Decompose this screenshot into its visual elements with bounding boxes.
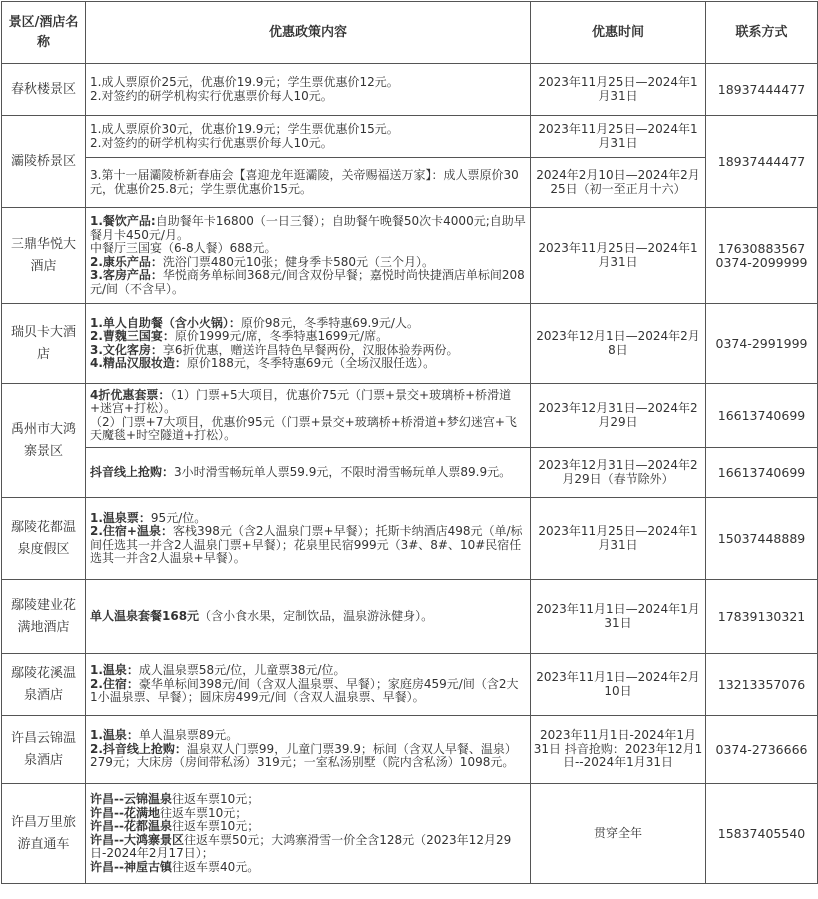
phone-number: 17839130321 <box>717 608 806 624</box>
venue-name: 许昌云锦温泉酒店 <box>2 716 86 784</box>
contact-cell <box>706 448 818 498</box>
policy-item-title: 许昌--神垕古镇 <box>90 859 172 874</box>
policy-item-title: 4.精品汉服妆造： <box>90 356 187 370</box>
time-cell: 2023年11月25日—2024年1月31日 <box>531 208 706 304</box>
policy-line <box>90 215 526 242</box>
policy-cell <box>86 784 531 884</box>
policy-item-text: 洗浴门票480元10张；健身季卡580元（三个月）。 <box>162 254 435 269</box>
time-cell: 2024年2月10日—2024年2月25日（初一至正月十六） <box>531 158 706 208</box>
policy-item-title: 许昌--云锦温泉 <box>90 792 172 806</box>
time-cell: 2023年11月1日-2024年1月31日 抖音抢购：2023年12月1日--2024年1月31日 <box>531 716 706 784</box>
time-cell: 2023年11月1日—2024年1月31日 <box>531 580 706 654</box>
time-cell: 贯穿全年 <box>531 784 706 884</box>
policy-line <box>90 525 526 566</box>
policy-item-text: 往返车票10元； <box>159 805 248 820</box>
policy-cell <box>86 304 531 384</box>
policy-line <box>90 330 526 344</box>
phone-number: 15837405540 <box>717 825 806 841</box>
time-cell: 2023年11月25日—2024年1月31日 <box>531 116 706 158</box>
policy-line <box>90 610 526 624</box>
policy-cell <box>86 116 531 158</box>
venue-name: 灞陵桥景区 <box>2 116 86 208</box>
phone-number: 0374-2991999 <box>715 335 808 351</box>
table-row <box>2 784 818 884</box>
policy-item-text: 往返车票40元。 <box>171 859 260 874</box>
policy-cell <box>86 448 531 498</box>
policy-line <box>90 76 526 90</box>
policy-item-title: 许昌--花满地 <box>90 805 160 820</box>
policy-item-text: 成人温泉票58元/位，儿童票38元/位。 <box>138 663 346 678</box>
phone-number: 15037448889 <box>717 530 806 546</box>
policy-line <box>90 256 526 270</box>
policy-item-text: 往返车票50元；大鸿寨滑雪一价全含128元（2023年12月29日-2024年2月17日）； <box>90 832 512 860</box>
policy-cell <box>86 208 531 304</box>
policy-item-text: （含小食水果，定制饮品，温泉游泳健身）。 <box>199 608 434 623</box>
contact-cell <box>706 580 818 654</box>
policy-item-title: 1.温泉： <box>90 728 139 743</box>
policy-item-title: 3.客房产品： <box>90 268 163 282</box>
policy-item-title: 单人温泉套餐168元 <box>90 608 200 623</box>
policy-item-text: 3小时滑雪畅玩单人票59.9元，不限时滑雪畅玩单人票89.9元。 <box>174 464 512 479</box>
table-row <box>2 498 818 580</box>
policy-item-title: 2.住宿+温泉： <box>90 524 173 538</box>
venue-name: 鄢陵建业花满地酒店 <box>2 580 86 654</box>
time-cell: 2023年12月31日—2024年2月29日 <box>531 384 706 448</box>
policy-item-text: （1）门票+5大项目，优惠价75元（门票+景交+玻璃桥+桥滑道+迷宫+打松）。 <box>90 387 512 415</box>
policy-line <box>90 729 526 743</box>
phone-number: 0374-2736666 <box>715 741 808 757</box>
policy-line <box>90 169 526 196</box>
policy-item-text: 豪华单标间398元/间（含双人温泉票、早餐）；家庭房459元/间（含2大1小温泉票、早餐）；圆床房499元/间（含双人温泉票、早餐）。 <box>90 676 519 705</box>
policy-item-text: 2.对签约的研学机构实行优惠票价每人10元。 <box>90 88 333 103</box>
table-row <box>2 580 818 654</box>
phone-number: 0374-2099999 <box>715 254 808 270</box>
policy-item-title: 2.康乐产品： <box>90 254 163 269</box>
venue-name: 鄢陵花溪温泉酒店 <box>2 654 86 716</box>
policy-line <box>90 512 526 526</box>
policy-item-text: 1.成人票原价25元，优惠价19.9元；学生票优惠价12元。 <box>90 75 399 89</box>
policy-cell <box>86 64 531 116</box>
policy-line <box>90 357 526 371</box>
promotion-table <box>1 1 818 884</box>
policy-item-text: 3.第十一届灞陵桥新春庙会【喜迎龙年逛灞陵，关帝赐福送万家】：成人票原价30元，优惠价25.8元；学生票优惠价15元。 <box>90 168 519 196</box>
policy-cell <box>86 654 531 716</box>
policy-item-title: 许昌--大鸿寨景区 <box>90 832 184 847</box>
policy-line <box>90 664 526 678</box>
contact-cell <box>706 208 818 304</box>
policy-item-title: 2.曹魏三国宴： <box>90 329 175 343</box>
policy-item-title: 1.单人自助餐（含小火锅）： <box>90 315 241 330</box>
table-row <box>2 116 818 158</box>
policy-item-text: 1.成人票原价30元，优惠价19.9元；学生票优惠价15元。 <box>90 122 399 136</box>
contact-cell <box>706 304 818 384</box>
policy-line <box>90 137 526 151</box>
policy-item-title: 2.住宿： <box>90 676 139 691</box>
table-row <box>2 304 818 384</box>
table-row <box>2 448 818 498</box>
venue-name: 三鼎华悦大酒店 <box>2 208 86 304</box>
time-cell: 2023年11月1日—2024年2月10日 <box>531 654 706 716</box>
policy-line <box>90 678 526 705</box>
contact-cell <box>706 654 818 716</box>
policy-line <box>90 344 526 358</box>
policy-line <box>90 834 526 861</box>
policy-item-text: 温泉双人门票99，儿童门票39.9；标间（含双人早餐、温泉）279元；大床房（房间带私汤）319元；一室私汤别墅（院内含私汤）1098元。 <box>90 741 517 770</box>
venue-name: 春秋楼景区 <box>2 64 86 116</box>
venue-name: 许昌万里旅游直通车 <box>2 784 86 884</box>
policy-line <box>90 793 526 807</box>
table-row <box>2 158 818 208</box>
policy-item-text: 自助餐年卡16800（一日三餐）；自助餐午晚餐50次卡4000元;自助早餐月卡450元/月。 <box>90 214 526 242</box>
policy-item-title: 3.文化客房： <box>90 342 163 357</box>
policy-item-title: 4折优惠套票： <box>90 387 171 402</box>
policy-item-text: 单人温泉票89元。 <box>138 728 239 743</box>
table-row <box>2 384 818 448</box>
phone-number: 16613740699 <box>717 464 806 480</box>
policy-line <box>90 317 526 331</box>
policy-item-title: 抖音线上抢购： <box>90 464 175 479</box>
header-name: 景区/酒店名称 <box>2 2 86 64</box>
time-cell: 2023年11月25日—2024年1月31日 <box>531 498 706 580</box>
policy-item-text: 往返车票10元； <box>171 819 260 833</box>
policy-item-title: 1.温泉： <box>90 663 139 678</box>
policy-cell <box>86 158 531 208</box>
policy-item-text: 客栈398元（含2人温泉门票+早餐）；托斯卡纳酒店498元（单/标间任选其一并含2人温泉门票+早餐）；花泉里民宿999元（3#、8#、10#民宿任选其一并含2人温泉+早餐）。 <box>90 524 523 565</box>
policy-line <box>90 90 526 104</box>
policy-cell <box>86 384 531 448</box>
phone-number: 16613740699 <box>717 407 806 423</box>
policy-item-text: 原价188元，冬季特惠69元（全场汉服任选）。 <box>186 356 436 370</box>
policy-line <box>90 861 526 875</box>
header-row <box>2 2 818 64</box>
header-time: 优惠时间 <box>531 2 706 64</box>
contact-cell <box>706 64 818 116</box>
contact-cell <box>706 498 818 580</box>
policy-item-title: 2.抖音线上抢购： <box>90 741 187 756</box>
contact-cell <box>706 116 818 208</box>
policy-item-text: 95元/位。 <box>150 510 207 525</box>
policy-line <box>90 389 526 416</box>
table-row <box>2 208 818 304</box>
policy-item-text: （2）门票+7大项目，优惠价95元（门票+景交+玻璃桥+桥滑道+梦幻迷宫+飞天魔毯+时空隧道+打松）。 <box>90 414 517 442</box>
policy-item-text: 原价1999元/席，冬季特惠1699元/席。 <box>174 329 389 343</box>
policy-line <box>90 807 526 821</box>
policy-cell <box>86 716 531 784</box>
policy-cell <box>86 580 531 654</box>
venue-name: 鄢陵花都温泉度假区 <box>2 498 86 580</box>
time-cell: 2023年12月31日—2024年2月29日（春节除外） <box>531 448 706 498</box>
table-row <box>2 64 818 116</box>
policy-line <box>90 466 526 480</box>
policy-cell <box>86 498 531 580</box>
policy-line <box>90 269 526 296</box>
policy-line <box>90 743 526 770</box>
policy-item-text: 往返车票10元； <box>171 792 260 806</box>
phone-number: 13213357076 <box>717 676 806 692</box>
header-contact: 联系方式 <box>706 2 818 64</box>
policy-item-text: 华悦商务单标间368元/间含双份早餐；嘉悦时尚快捷酒店单标间208元/间（不含早）。 <box>90 268 525 296</box>
policy-item-text: 中餐厅三国宴（6-8人餐）688元。 <box>90 241 277 255</box>
policy-line <box>90 242 526 256</box>
policy-item-text: 原价98元，冬季特惠69.9元/人。 <box>240 315 419 330</box>
policy-line <box>90 123 526 137</box>
venue-name: 禹州市大鸿寨景区 <box>2 384 86 498</box>
phone-number: 18937444477 <box>717 81 806 97</box>
time-cell: 2023年11月25日—2024年1月31日 <box>531 64 706 116</box>
policy-item-title: 许昌--花都温泉 <box>90 819 172 833</box>
header-policy: 优惠政策内容 <box>86 2 531 64</box>
phone-number: 18937444477 <box>717 153 806 169</box>
phone-number: 17630883567 <box>717 241 806 256</box>
policy-item-title: 1.温泉票： <box>90 510 151 525</box>
policy-item-title: 1.餐饮产品: <box>90 214 156 228</box>
time-cell: 2023年12月1日—2024年2月8日 <box>531 304 706 384</box>
contact-cell <box>706 716 818 784</box>
table-row <box>2 654 818 716</box>
contact-cell <box>706 784 818 884</box>
policy-line <box>90 820 526 834</box>
policy-item-text: 2.对签约的研学机构实行优惠票价每人10元。 <box>90 135 333 150</box>
policy-item-text: 享6折优惠，赠送许昌特色早餐两份，汉服体验券两份。 <box>162 342 459 357</box>
policy-line <box>90 416 526 443</box>
venue-name: 瑞贝卡大酒店 <box>2 304 86 384</box>
contact-cell <box>706 384 818 448</box>
table-row <box>2 716 818 784</box>
